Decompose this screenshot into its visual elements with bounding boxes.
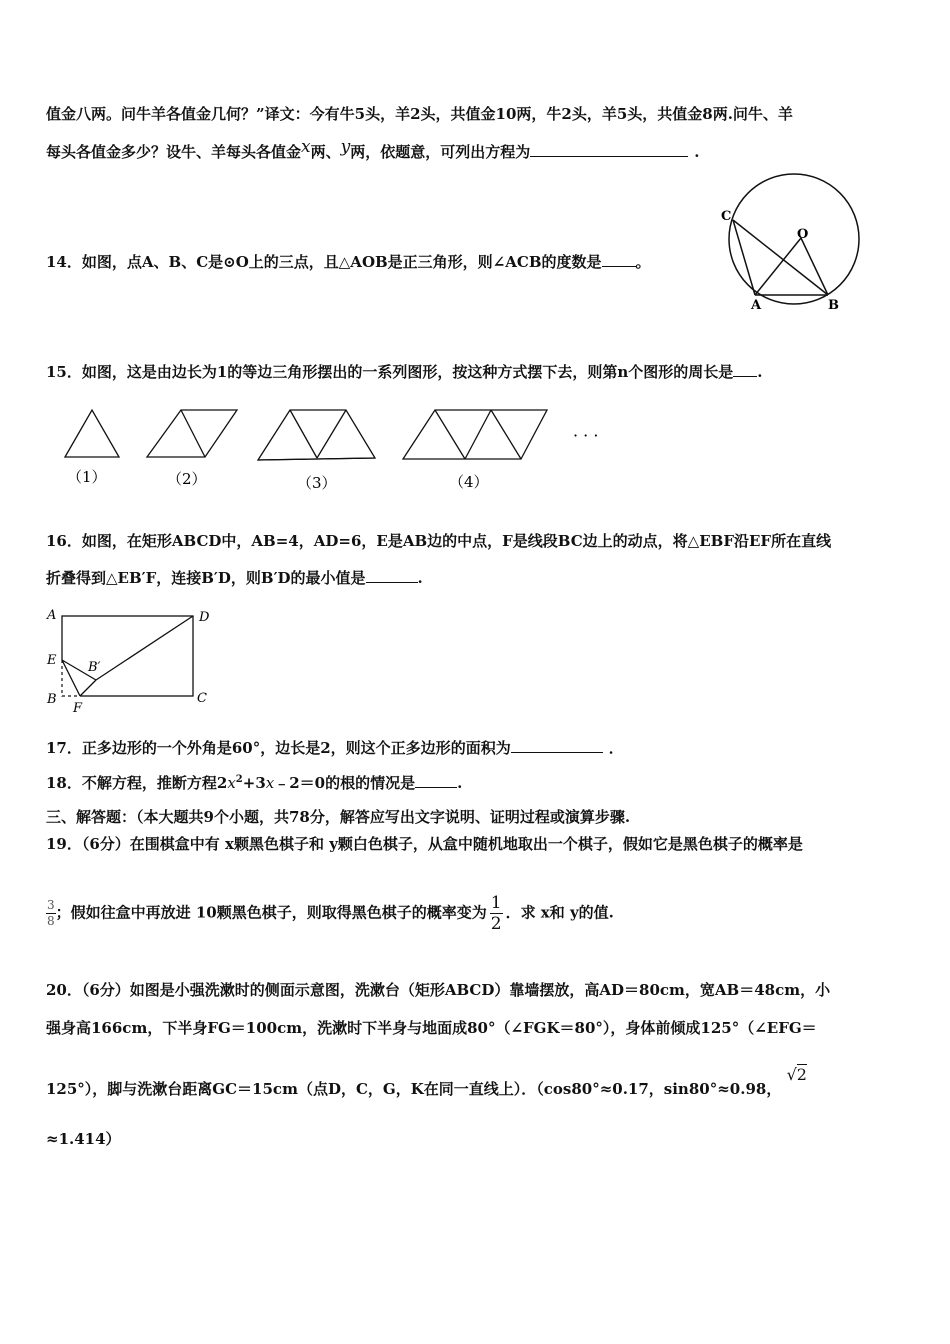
q18-eq-x2: x — [265, 774, 275, 792]
q13-line2 — [46, 137, 700, 162]
figure-3 — [258, 410, 375, 460]
figure-2 — [147, 410, 237, 457]
q15-text-a: 15．如图，这是由边长为1的等边三角形摆出的一系列图形，按这种方式摆下去，则第n个图形的周长是 — [46, 363, 734, 381]
label-a: A — [751, 298, 762, 313]
q15-text — [46, 361, 762, 382]
label-c: C — [721, 209, 732, 224]
caption-2: （2） — [167, 470, 207, 488]
label-o: O — [797, 227, 809, 242]
q16-line2 — [46, 567, 423, 588]
q18-text-b: . — [457, 774, 463, 792]
answer-blank — [530, 142, 688, 157]
fraction-3-8 — [46, 898, 56, 929]
q19-line1: 19．（6分）在围棋盒中有 x颗黑色棋子和 y颗白色棋子，从盒中随机地取出一个棋子，假如它是黑色棋子的概率是 — [46, 835, 803, 853]
q20-line4: ≈1.414） — [46, 1130, 121, 1148]
answer-blank — [511, 738, 603, 753]
sqrt-symbol: √ — [786, 1065, 797, 1084]
segment-b-prime-f — [80, 680, 96, 696]
label-f: F — [73, 701, 83, 715]
label-b: B — [828, 298, 839, 313]
var-y: y — [340, 137, 351, 157]
figure-1 — [65, 410, 119, 457]
answer-blank — [602, 252, 636, 267]
q20-line2: 强身高166cm，下半身FG＝100cm，洗漱时下半身与地面成80°（∠FGK＝80°），身体前倾成125°（∠EFG＝ — [46, 1019, 817, 1037]
answer-blank — [733, 362, 757, 377]
sqrt-radicand: 2 — [796, 1065, 807, 1084]
q20-line3-text: 125°），脚与洗漱台距离GC＝15cm（点D，C，G，K在同一直线上）．（cos80°≈0.17，sin80°≈0.98， — [46, 1080, 782, 1098]
caption-4: （4） — [449, 473, 489, 491]
q15-text-b: . — [757, 363, 763, 381]
answer-blank — [415, 773, 457, 788]
q16-text-b: . — [417, 569, 423, 587]
q18-eq-sup: 2 — [235, 774, 243, 785]
q14-text — [46, 251, 651, 272]
q16-text-a: 折叠得到△EB′F，连接B′D，则B′D的最小值是 — [46, 569, 366, 587]
q17-text-a: 17．正多边形的一个外角是60°，边长是2，则这个正多边形的面积为 — [46, 739, 511, 757]
q20-line3 — [46, 1065, 807, 1099]
label-b: B — [47, 692, 57, 707]
caption-3: （3） — [297, 474, 337, 492]
q16-line1: 16．如图，在矩形ABCD中，AB=4，AD=6，E是AB边的中点，F是线段BC边上的动点，将△EBF沿EF所在直线 — [46, 532, 832, 550]
label-b-prime: B′ — [88, 660, 101, 675]
label-a: A — [47, 608, 57, 623]
q14-text-b: 。 — [635, 253, 651, 271]
q13-line1: 值金八两。问牛羊各值金几何？”译文：今有牛5头，羊2头，共值金10两，牛2头，羊5头，共值金8两.问牛、羊 — [46, 105, 793, 123]
caption-1: （1） — [67, 468, 107, 486]
triangle-sequence-figure — [55, 400, 625, 500]
fraction-1-2 — [490, 893, 503, 934]
q18-text — [46, 772, 462, 793]
segment-ao — [755, 238, 801, 295]
q13-text-a: 每头各值金多少？设牛、羊每头各值金 — [46, 143, 302, 161]
section-3-heading: 三、解答题：（本大题共9个小题，共78分，解答应写出文字说明、证明过程或演算步骤. — [46, 808, 631, 826]
fraction-denominator: 8 — [47, 914, 55, 928]
q18-eq-a: 2 — [216, 774, 228, 792]
q14-text-a: 14．如图，点A、B、C是⊙O上的三点，且△AOB是正三角形，则∠ACB的度数是 — [46, 253, 602, 271]
fraction-denominator: 2 — [490, 914, 502, 934]
circle-o — [729, 174, 859, 304]
q18-text-a: 18．不解方程，推断方程 — [46, 774, 217, 792]
fraction-numerator: 3 — [47, 898, 55, 912]
label-c: C — [197, 691, 207, 706]
segment-b-prime-d — [96, 616, 193, 680]
q13-text-b: 两，依题意，可列出方程为 — [350, 143, 531, 161]
q19-end: ．求 x和 y的值. — [505, 903, 614, 922]
q20-line1: 20．（6分）如图是小强洗漱时的侧面示意图，洗漱台（矩形ABCD）靠墙摆放，高AD＝80cm，宽AB＝48cm，小 — [46, 981, 831, 999]
q18-eq-x: x — [227, 774, 236, 792]
label-e: E — [47, 653, 57, 668]
q17-text — [46, 737, 624, 758]
rectangle-figure — [42, 603, 227, 715]
circle-figure — [715, 172, 870, 317]
q13-mid: 两、 — [310, 143, 341, 161]
figure-4 — [403, 410, 547, 459]
label-d: D — [199, 610, 210, 625]
segment-ca — [733, 220, 755, 295]
q18-eq-b: +3 — [242, 774, 266, 792]
var-x: x — [301, 137, 311, 157]
answer-blank — [366, 568, 418, 583]
q13-end: . — [694, 143, 700, 161]
sqrt-2 — [787, 1065, 807, 1084]
q19-line2 — [46, 893, 614, 934]
segment-ob — [801, 238, 828, 295]
ellipsis: · · · — [573, 426, 599, 445]
q17-text-b: ． — [608, 739, 624, 757]
q18-eq-c: ﹣2＝0的根的情况是 — [274, 774, 416, 792]
rect-abcd — [62, 616, 193, 696]
fraction-numerator: 1 — [490, 893, 502, 913]
q19-mid: ；假如往盒中再放进 10颗黑色棋子，则取得黑色棋子的概率变为 — [55, 903, 487, 922]
